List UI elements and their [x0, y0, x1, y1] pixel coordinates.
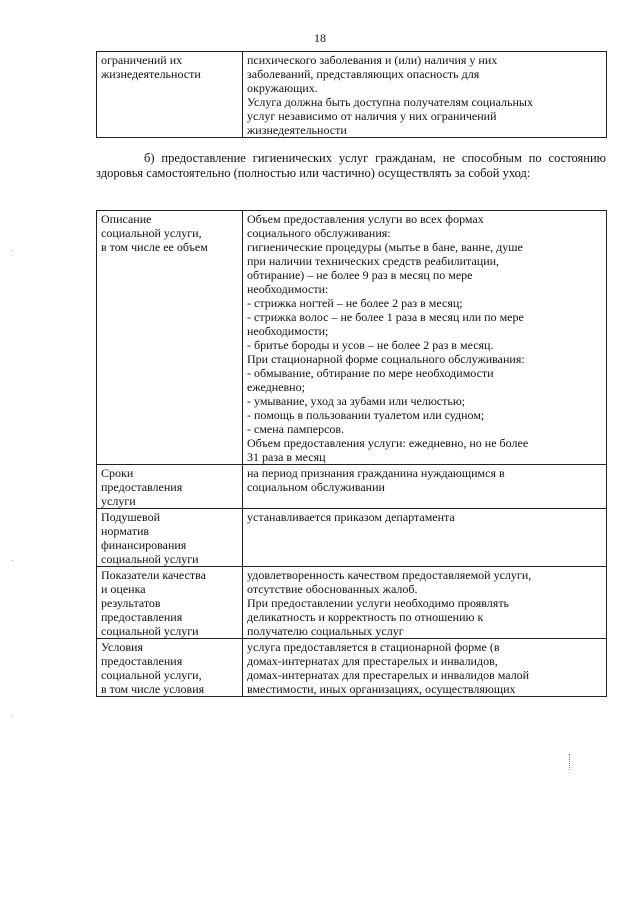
cell-line: При предоставлении услуги необходимо проявлять	[247, 596, 510, 610]
scan-speck	[12, 250, 13, 251]
cell-line: психического заболевания и (или) наличия у них	[247, 53, 498, 67]
cell-line: получателю социальных услуг	[247, 624, 404, 638]
section-paragraph: б) предоставление гигиенических услуг гражданам, не способным по состоянию здоровья самостоятельно (полностью или частично) осуществлять за собой уход:	[96, 151, 606, 180]
row-content-cell	[243, 567, 607, 639]
service-table	[96, 210, 607, 697]
cell-line: - помощь в пользовании туалетом или судном;	[247, 408, 485, 422]
cell-line: социальной услуги	[101, 552, 199, 566]
cell-line: в том числе условия	[101, 682, 205, 696]
row-content-cell	[243, 509, 607, 567]
cell-line: окружающих.	[247, 81, 318, 95]
cell-line: и оценка	[101, 582, 146, 596]
cell-line: домах-интернатах для престарелых и инвалидов малой	[247, 668, 530, 682]
table-row	[97, 639, 607, 697]
cell-line: устанавливается приказом департамента	[247, 510, 455, 524]
table-row	[97, 211, 607, 465]
cell-line: обтирание) – не более 9 раз в месяц по мере	[247, 268, 473, 282]
cell-line: гигиенические процедуры (мытье в бане, ванне, душе	[247, 240, 523, 254]
cell-line: необходимости:	[247, 282, 329, 296]
table-row	[97, 465, 607, 509]
row-label-cell	[97, 52, 243, 138]
cell-line: Условия	[101, 640, 143, 654]
table-row	[97, 52, 607, 138]
cell-line: При стационарной форме социального обслуживания:	[247, 352, 525, 366]
row-label-cell	[97, 211, 243, 465]
cell-line: финансирования	[101, 538, 187, 552]
cell-line: предоставления	[101, 610, 183, 624]
cell-line: необходимости;	[247, 324, 329, 338]
cell-line: социальной услуги	[101, 624, 199, 638]
cell-line: ежедневно;	[247, 380, 305, 394]
cell-line: удовлетворенность качеством предоставляемой услуги,	[247, 568, 532, 582]
cell-line: 31 раза в месяц	[247, 450, 326, 464]
cell-line: - смена памперсов.	[247, 422, 345, 436]
cell-line: деликатность и корректность по отношению к	[247, 610, 484, 624]
cell-line: Показатели качества	[101, 568, 206, 582]
continued-table	[96, 51, 607, 138]
margin-mark	[569, 754, 571, 770]
cell-line: - бритье бороды и усов – не более 2 раз в месяц.	[247, 338, 494, 352]
cell-line: - обмывание, обтирание по мере необходимости	[247, 366, 494, 380]
cell-line: - стрижка волос – не более 1 раза в месяц или по мере	[247, 310, 524, 324]
cell-line: социальном обслуживании	[247, 480, 385, 494]
row-content-cell	[243, 639, 607, 697]
cell-line: домах-интернатах для престарелых и инвалидов,	[247, 654, 498, 668]
row-content-cell	[243, 465, 607, 509]
cell-line: результатов	[101, 596, 161, 610]
row-content-cell	[243, 52, 607, 138]
cell-line: услуг независимо от наличия у них ограничений	[247, 109, 497, 123]
cell-line: Сроки	[101, 466, 134, 480]
cell-line: социального обслуживания:	[247, 226, 391, 240]
row-label-cell	[97, 567, 243, 639]
cell-line: социальной услуги,	[101, 226, 202, 240]
scan-speck	[12, 560, 13, 561]
table-row	[97, 567, 607, 639]
cell-line: Объем предоставления услуги во всех формах	[247, 212, 484, 226]
scan-speck	[12, 715, 13, 716]
cell-line: при наличии технических средств реабилитации,	[247, 254, 500, 268]
row-content-cell	[243, 211, 607, 465]
cell-line: на период признания гражданина нуждающимся в	[247, 466, 505, 480]
cell-line: отсутствие обоснованных жалоб.	[247, 582, 418, 596]
cell-line: жизнедеятельности	[101, 67, 201, 81]
cell-line: социальной услуги,	[101, 668, 202, 682]
cell-line: - стрижка ногтей – не более 2 раз в месяц;	[247, 296, 463, 310]
cell-line: жизнедеятельности	[247, 123, 347, 137]
cell-line: ограничений их	[101, 53, 183, 67]
table-row	[97, 509, 607, 567]
row-label-cell	[97, 465, 243, 509]
cell-line: Описание	[101, 212, 152, 226]
cell-line: - умывание, уход за зубами или челюстью;	[247, 394, 466, 408]
row-label-cell	[97, 509, 243, 567]
cell-line: услуга предоставляется в стационарной форме (в	[247, 640, 500, 654]
cell-line: услуги	[101, 494, 136, 508]
cell-line: предоставления	[101, 480, 183, 494]
cell-line: Подушевой	[101, 510, 160, 524]
row-label-cell	[97, 639, 243, 697]
cell-line: в том числе ее объем	[101, 240, 208, 254]
cell-line: Услуга должна быть доступна получателям социальных	[247, 95, 533, 109]
cell-line: Объем предоставления услуги: ежедневно, но не более	[247, 436, 529, 450]
cell-line: вместимости, иных организациях, осуществляющих	[247, 682, 516, 696]
cell-line: заболеваний, представляющих опасность для	[247, 67, 480, 81]
page-number: 18	[314, 31, 326, 45]
cell-line: норматив	[101, 524, 150, 538]
cell-line: предоставления	[101, 654, 183, 668]
